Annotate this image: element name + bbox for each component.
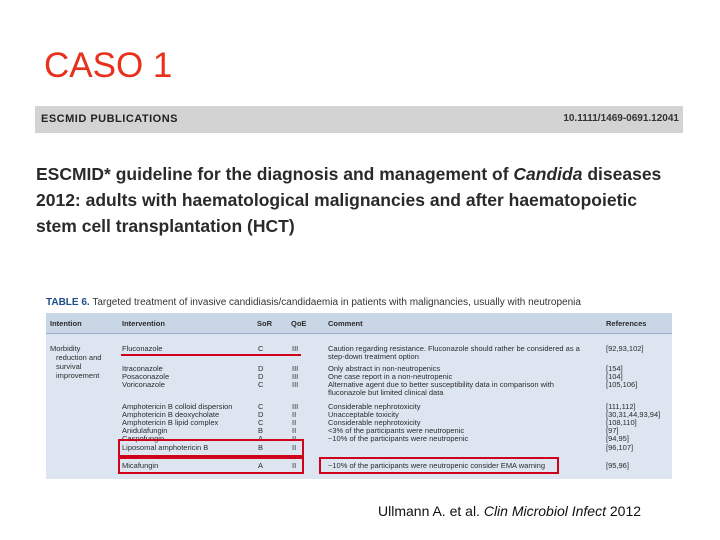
cell-intervention: Caspofungin (122, 434, 165, 443)
paper-title-italic: Candida (513, 164, 583, 184)
cell-intervention: Anidulafungin (122, 426, 168, 435)
cell-comment: One case report in a non-neutropenic (328, 372, 453, 381)
cell-qoe: II (292, 426, 297, 435)
cell-intervention: Posaconazole (122, 372, 170, 381)
doi-label: 10.1111/1469-0691.12041 (563, 113, 679, 124)
cell-references: [30,31,44,93,94] (606, 410, 661, 419)
cell-sor: D (258, 410, 264, 419)
cell-qoe: III (292, 372, 299, 381)
citation-authors: Ullmann A. et al. (378, 503, 484, 519)
cell-intention: Morbidity (50, 344, 81, 353)
paper-title (36, 161, 676, 239)
cell-sor: C (258, 402, 264, 411)
citation (378, 503, 641, 519)
table-caption-text: Targeted treatment of invasive candidiasis/candidaemia in patients with malignancies, usually with neutropenia (89, 297, 581, 308)
header-qoe: QoE (291, 319, 307, 328)
cell-references: [97] (606, 426, 619, 435)
highlight-underline-fluconazole (121, 354, 301, 356)
cell-references: [105,106] (606, 380, 638, 389)
cell-references: [108,110] (606, 418, 637, 427)
cell-comment: ~10% of the participants were neutropenic (328, 434, 469, 443)
header-intervention: Intervention (122, 319, 165, 328)
cell-comment: Alternative agent due to better susceptibility data in comparison with (328, 380, 554, 389)
cell-intervention: Micafungin (122, 461, 159, 470)
cell-qoe: III (292, 344, 299, 353)
table-caption (46, 297, 581, 308)
cell-intervention: Itraconazole (122, 364, 163, 373)
cell-sor: D (258, 364, 264, 373)
cell-intervention: Fluconazole (122, 344, 163, 353)
highlight-box-ema-warning (319, 457, 559, 474)
cell-intention: reduction and (56, 353, 102, 362)
cell-references: [92,93,102] (606, 344, 644, 353)
cell-intervention: Voriconazole (122, 380, 165, 389)
header-references: References (606, 319, 647, 328)
cell-references: [96,107] (606, 443, 634, 452)
cell-references: [94,95] (606, 434, 629, 443)
cell-qoe: II (292, 434, 297, 443)
cell-sor: C (258, 380, 264, 389)
cell-intention: survival (56, 362, 82, 371)
cell-references: [95,96] (606, 461, 629, 470)
cell-comment: step-down treatment option (328, 352, 419, 361)
cell-intervention: Amphotericin B colloid dispersion (122, 402, 233, 411)
cell-qoe: III (292, 364, 299, 373)
cell-sor: B (258, 443, 264, 452)
highlight-box-caspofungin (118, 439, 304, 457)
cell-comment: <3% of the participants were neutropenic (328, 426, 465, 435)
cell-sor: C (258, 418, 264, 427)
cell-comment: Unacceptable toxicity (328, 410, 399, 419)
cell-sor: A (258, 434, 264, 443)
cell-references: [111,112] (606, 402, 636, 411)
cell-sor: D (258, 372, 264, 381)
cell-sor: A (258, 461, 264, 470)
journal-banner (35, 106, 683, 133)
slide-title: CASO 1 (44, 46, 173, 85)
cell-sor: B (258, 426, 264, 435)
cell-comment: Caution regarding resistance. Fluconazole should rather be considered as a (328, 344, 580, 353)
cell-qoe: II (292, 410, 297, 419)
table-caption-label: TABLE 6. (46, 297, 90, 308)
cell-qoe: II (292, 418, 297, 427)
cell-comment: Considerable nephrotoxicity (328, 402, 421, 411)
cell-comment: Only abstract in non-neutropenics (328, 364, 441, 373)
highlight-box-micafungin (118, 457, 304, 474)
cell-references: [104] (606, 372, 623, 381)
header-intention: Intention (50, 319, 82, 328)
cell-references: [154] (606, 364, 623, 373)
cell-sor: C (258, 344, 264, 353)
header-sor: SoR (257, 319, 272, 328)
table-header (46, 313, 672, 334)
cell-qoe: II (292, 461, 297, 470)
cell-comment: ~10% of the participants were neutropenic consider EMA warning (328, 461, 545, 470)
header-comment: Comment (328, 319, 363, 328)
citation-year: 2012 (605, 503, 642, 519)
cell-comment: fluconazole but limited clinical data (328, 388, 444, 397)
cell-intention: improvement (56, 371, 100, 380)
cell-intervention: Amphotericin B deoxycholate (122, 410, 220, 419)
paper-title-part1: ESCMID* guideline for the diagnosis and management of (36, 164, 514, 184)
cell-comment: Considerable nephrotoxicity (328, 418, 421, 427)
journal-section-label: ESCMID PUBLICATIONS (41, 113, 179, 125)
cell-qoe: III (292, 402, 299, 411)
cell-qoe: III (292, 380, 299, 389)
citation-journal: Clin Microbiol Infect (483, 503, 606, 519)
cell-intervention: Liposomal amphotericin B (122, 443, 209, 452)
cell-qoe: II (292, 443, 297, 452)
cell-intervention: Amphotericin B lipid complex (122, 418, 219, 427)
paper-title-part2: diseases 2012: adults with haematological malignancies and after haematopoietic stem cell transplantation (HCT) (36, 164, 662, 236)
